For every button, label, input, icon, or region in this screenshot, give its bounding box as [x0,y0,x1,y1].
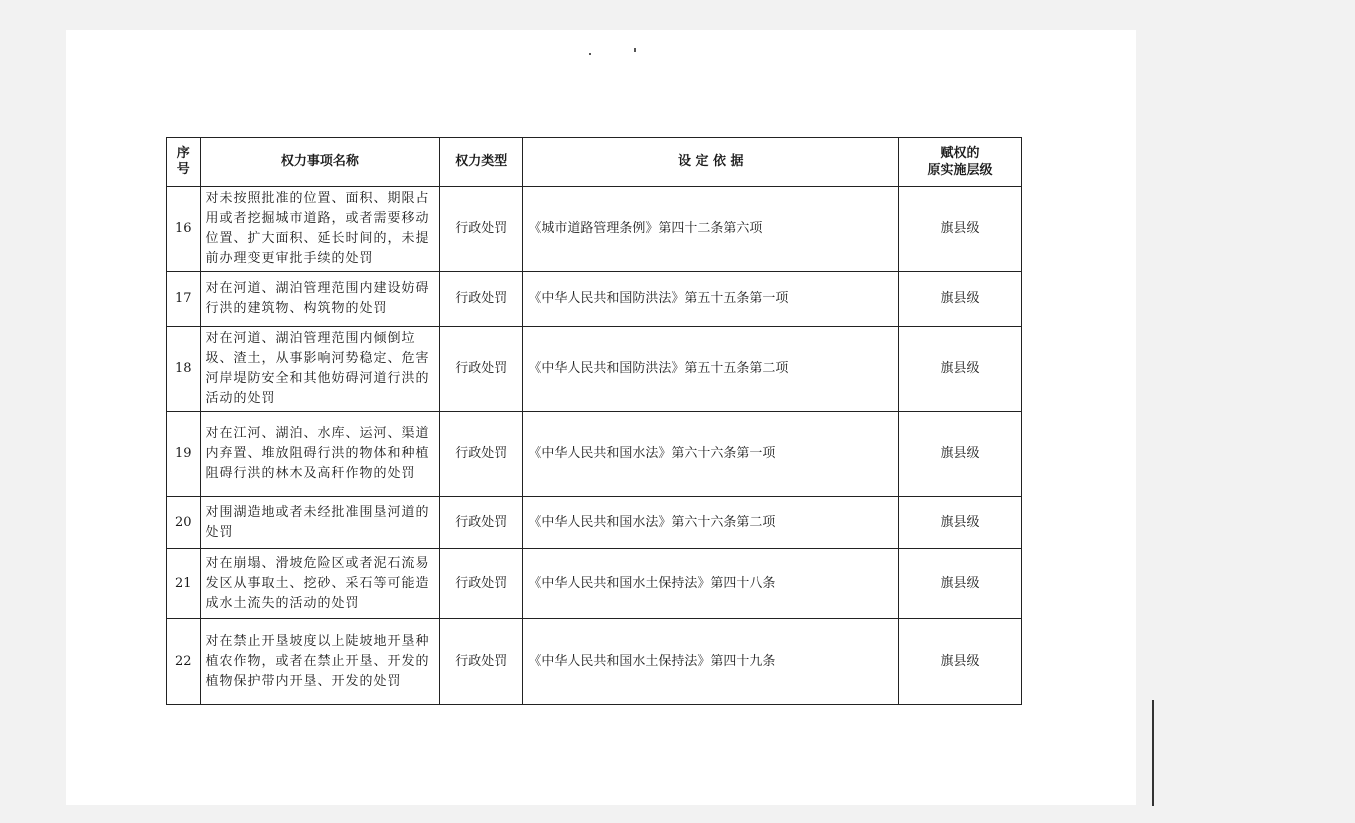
row-no: 16 [167,187,201,272]
row-name: 对围湖造地或者未经批准围垦河道的处罚 [200,497,440,549]
row-type: 行政处罚 [440,327,523,412]
row-level: 旗县级 [899,412,1022,497]
row-level: 旗县级 [899,327,1022,412]
row-basis: 《中华人民共和国防洪法》第五十五条第一项 [523,272,899,327]
row-level: 旗县级 [899,497,1022,549]
row-name: 对在河道、湖泊管理范围内建设妨碍行洪的建筑物、构筑物的处罚 [200,272,440,327]
table-header-row [167,138,1022,187]
row-level: 旗县级 [899,187,1022,272]
row-type: 行政处罚 [440,412,523,497]
row-no: 19 [167,412,201,497]
row-level: 旗县级 [899,272,1022,327]
table-row [167,497,1022,549]
table-row [167,272,1022,327]
row-name: 对未按照批准的位置、面积、期限占用或者挖掘城市道路，或者需要移动位置、扩大面积、延长时间的，未提前办理变更审批手续的处罚 [200,187,440,272]
header-level [899,138,1022,187]
table-row [167,327,1022,412]
scan-speck [634,48,636,52]
row-name: 对在禁止开垦坡度以上陡坡地开垦种植农作物，或者在禁止开垦、开发的植物保护带内开垦、开发的处罚 [200,619,440,705]
row-no: 20 [167,497,201,549]
table-row [167,549,1022,619]
row-type: 行政处罚 [440,619,523,705]
header-level-line1: 赋权的 [940,146,980,161]
row-level: 旗县级 [899,619,1022,705]
header-level-line2: 原实施层级 [927,163,993,178]
row-basis: 《中华人民共和国水法》第六十六条第一项 [523,412,899,497]
row-name: 对在江河、湖泊、水库、运河、渠道内弃置、堆放阻碍行洪的物体和种植阻碍行洪的林木及高秆作物的处罚 [200,412,440,497]
row-type: 行政处罚 [440,187,523,272]
header-no: 序号 [167,138,201,187]
table-row [167,412,1022,497]
row-basis: 《中华人民共和国防洪法》第五十五条第二项 [523,327,899,412]
table-row [167,619,1022,705]
row-level: 旗县级 [899,549,1022,619]
header-basis: 设 定 依 据 [523,138,899,187]
table-row [167,187,1022,272]
header-type: 权力类型 [440,138,523,187]
row-no: 22 [167,619,201,705]
header-name: 权力事项名称 [200,138,440,187]
row-type: 行政处罚 [440,497,523,549]
row-type: 行政处罚 [440,272,523,327]
powers-table [166,137,1022,705]
row-basis: 《中华人民共和国水土保持法》第四十九条 [523,619,899,705]
row-basis: 《中华人民共和国水土保持法》第四十八条 [523,549,899,619]
scan-edge-line [1152,700,1154,806]
scan-speck [589,53,591,55]
row-name: 对在崩塌、滑坡危险区或者泥石流易发区从事取土、挖砂、采石等可能造成水土流失的活动的处罚 [200,549,440,619]
row-no: 21 [167,549,201,619]
row-no: 17 [167,272,201,327]
row-basis: 《中华人民共和国水法》第六十六条第二项 [523,497,899,549]
row-no: 18 [167,327,201,412]
row-name: 对在河道、湖泊管理范围内倾倒垃圾、渣土，从事影响河势稳定、危害河岸堤防安全和其他妨碍河道行洪的活动的处罚 [200,327,440,412]
row-basis: 《城市道路管理条例》第四十二条第六项 [523,187,899,272]
row-type: 行政处罚 [440,549,523,619]
